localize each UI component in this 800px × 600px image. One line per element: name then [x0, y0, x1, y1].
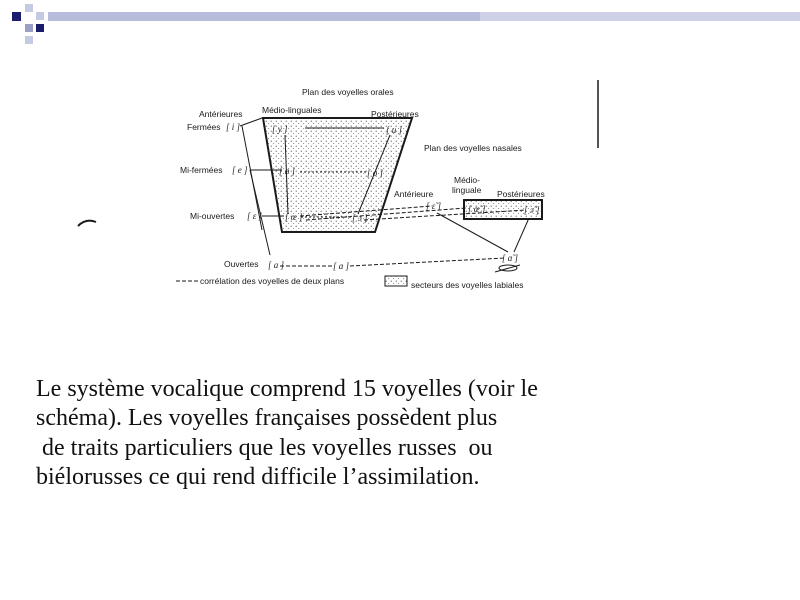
- stray-mark: [78, 221, 96, 226]
- plan-nasal-label: Plan des voyelles nasales: [424, 143, 522, 153]
- vowel-e-open: [ ɛ ]: [247, 211, 263, 221]
- vowel-e-nasal: [ ɛ̃ ]: [426, 201, 442, 211]
- plan-oral-label: Plan des voyelles orales: [302, 87, 394, 97]
- nasal-posterieures-label: Postérieures: [497, 189, 545, 199]
- ouvertes-label: Ouvertes: [224, 259, 259, 269]
- vowel-oe-closed: [ ø ]: [279, 166, 296, 176]
- vowel-e: [ e ]: [232, 165, 248, 175]
- vowel-oe-nasal: [ œ̃ ]: [468, 204, 486, 214]
- vowel-y: [ y ]: [272, 124, 288, 134]
- vowel-a-back: [ ɑ ]: [333, 261, 350, 271]
- medio-linguales-label: Médio-linguales: [262, 105, 322, 115]
- paragraph-line-4: biélorusses ce qui rend difficile l’assimilation.: [36, 463, 480, 490]
- legend-dots-sample: [385, 276, 407, 286]
- nasal-medio-label-2: linguale: [452, 185, 482, 195]
- vowel-u: [ u ]: [386, 125, 403, 135]
- description-paragraph: [36, 375, 726, 492]
- legend-correlation-label: corrélation des voyelles de deux plans: [200, 276, 345, 286]
- vowel-a-nasal: [ ɑ̃ ]: [502, 253, 519, 263]
- paragraph-line-2: schéma). Les voyelles françaises possèdent plus: [36, 405, 498, 432]
- anterieures-label: Antérieures: [199, 109, 243, 119]
- vowel-i: [ i ]: [226, 122, 241, 132]
- nasal-anterieure-label: Antérieure: [394, 189, 434, 199]
- vowel-o-open: [ ɔ ]: [352, 213, 368, 223]
- paragraph-line-1: Le système vocalique comprend 15 voyelles (voir le: [36, 376, 538, 402]
- fermees-label: Fermées: [187, 122, 221, 132]
- vowel-oe-open: [ œ ]: [285, 212, 303, 222]
- mi-fermees-label: Mi-fermées: [180, 165, 223, 175]
- posterieures-label: Postérieures: [371, 109, 419, 119]
- mi-ouvertes-label: Mi-ouvertes: [190, 211, 235, 221]
- correlation-line-4: [350, 258, 505, 266]
- vowel-o-closed: [ o ]: [367, 168, 384, 178]
- paragraph-line-3: de traits particuliers que les voyelles russes ou: [36, 434, 493, 461]
- nasal-connector-2: [514, 218, 529, 252]
- vowel-a-front: [ a ]: [268, 260, 285, 270]
- vowel-o-nasal: [ ɔ̃ ]: [524, 205, 540, 215]
- left-connector-3: [240, 118, 262, 126]
- legend-labiales-label: secteurs des voyelles labiales: [411, 280, 524, 290]
- nasal-medio-label-1: Médio-: [454, 175, 480, 185]
